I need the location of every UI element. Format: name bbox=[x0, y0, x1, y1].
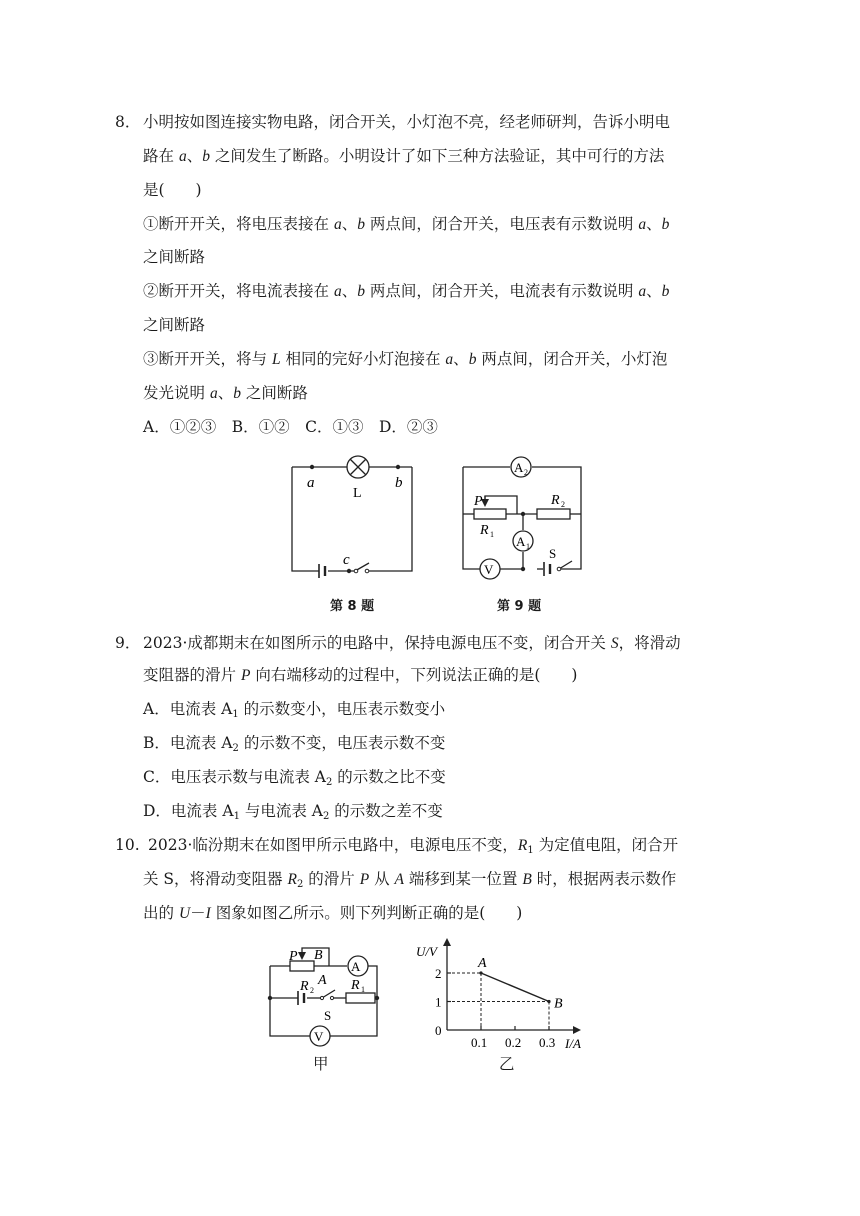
y-axis-label: U/V bbox=[416, 944, 437, 959]
label-R2-sub: 2 bbox=[561, 500, 565, 509]
figure-9-caption: 第 9 题 bbox=[497, 599, 542, 614]
q8-stem-line2: 路在 a、b 之间发生了断路。小明设计了如下三种方法验证，其中可行的方法 bbox=[143, 147, 665, 165]
x-tick-label: 0.2 bbox=[505, 1035, 522, 1050]
meter-V-label: V bbox=[484, 562, 494, 577]
q10-number: 10. bbox=[115, 836, 140, 854]
q8-method1-line1: ①断开开关，将电压表接在 a、b 两点间，闭合开关，电压表有示数说明 a、b bbox=[143, 215, 670, 233]
q9-stem-line1: 2023·成都期末在如图所示的电路中，保持电源电压不变，闭合开关 S，将滑动 bbox=[143, 634, 681, 652]
q9-number: 9． bbox=[115, 634, 141, 652]
point-label-B: B bbox=[554, 996, 563, 1012]
data-point bbox=[547, 1000, 550, 1003]
label-b: b bbox=[395, 475, 403, 491]
meter-V-label-10: V bbox=[314, 1029, 324, 1044]
q8-method2-line1: ②断开开关，将电流表接在 a、b 两点间，闭合开关，电流表有示数说明 a、b bbox=[143, 282, 670, 300]
y-tick-label: 2 bbox=[435, 966, 442, 981]
x-axis-label: I/A bbox=[565, 1036, 581, 1051]
q8-method2-line2: 之间断路 bbox=[143, 316, 206, 334]
q9-stem-line2: 变阻器的滑片 P 向右端移动的过程中，下列说法正确的是( ) bbox=[143, 666, 578, 684]
point-label-A: A bbox=[478, 956, 487, 971]
q8-method3-line2: 发光说明 a、b 之间断路 bbox=[143, 384, 308, 402]
meter-A1-label: A bbox=[516, 534, 526, 549]
label-R1-sub-10: 1 bbox=[361, 985, 365, 994]
q9-option-B: B．电流表 $A_2$ 的示数不变，电压表示数不变 bbox=[143, 734, 446, 754]
q8-number: 8． bbox=[115, 113, 141, 131]
label-R1-sub: 1 bbox=[490, 530, 494, 539]
label-a: a bbox=[307, 475, 315, 491]
meter-A-label: A bbox=[351, 959, 361, 974]
q8-options: A．①②③ B．①② C．①③ D．②③ bbox=[143, 418, 438, 436]
figure-8-caption: 第 8 题 bbox=[330, 599, 375, 614]
label-R2-sub-10: 2 bbox=[310, 986, 314, 995]
label-R2: R bbox=[551, 493, 560, 508]
q9-option-A: A．电流表 $A_1$ 的示数变小，电压表示数变小 bbox=[143, 700, 446, 720]
q8-method1-line2: 之间断路 bbox=[143, 248, 206, 266]
label-lamp-L: L bbox=[353, 486, 362, 501]
data-point bbox=[479, 971, 482, 974]
label-S: S bbox=[549, 546, 557, 561]
label-R1-10: R bbox=[351, 978, 360, 993]
label-R1: R bbox=[480, 523, 489, 538]
series-line bbox=[481, 973, 549, 1002]
q9-option-C: C．电压表示数与电流表 $A_2$ 的示数之比不变 bbox=[143, 768, 446, 788]
label-A-end: A bbox=[318, 973, 327, 988]
meter-A2-sub: 2 bbox=[524, 468, 528, 477]
q10-stem-line1: 2023·临汾期末在如图甲所示电路中，电源电压不变，$R_1$ 为定值电阻，闭合开 bbox=[148, 836, 679, 856]
y-tick-label: 0 bbox=[435, 1023, 442, 1038]
label-B-end: B bbox=[314, 948, 323, 963]
figure-10b-chart bbox=[405, 932, 600, 1057]
x-tick-label: 0.3 bbox=[539, 1035, 556, 1050]
label-S-10: S bbox=[324, 1008, 332, 1023]
q10-stem-line3: 出的 U－I 图象如图乙所示。则下列判断正确的是( ) bbox=[143, 904, 523, 922]
label-P: P bbox=[474, 494, 483, 509]
y-tick-label: 1 bbox=[435, 994, 442, 1010]
figure-8-circuit bbox=[285, 455, 420, 580]
q10-stem-line2: 关 S，将滑动变阻器 $R_2$ 的滑片 P 从 A 端移到某一位置 B 时，根据两表示数作 bbox=[143, 870, 677, 890]
meter-A2-label: A bbox=[514, 460, 524, 475]
label-R2-10: R bbox=[300, 979, 309, 994]
q8-method3-line1: ③断开开关，将与 L 相同的完好小灯泡接在 a、b 两点间，闭合开关，小灯泡 bbox=[143, 350, 668, 368]
q8-stem-line3: 是( ) bbox=[143, 181, 202, 199]
q9-option-D: D．电流表 $A_1$ 与电流表 $A_2$ 的示数之差不变 bbox=[143, 802, 443, 822]
label-c: c bbox=[343, 552, 350, 568]
figure-10a-caption: 甲 bbox=[313, 1055, 329, 1073]
x-tick-label: 0.1 bbox=[471, 1035, 488, 1050]
figure-9-circuit bbox=[455, 452, 590, 582]
q8-stem-line1: 小明按如图连接实物电路，闭合开关，小灯泡不亮，经老师研判，告诉小明电 bbox=[143, 113, 671, 131]
label-P-10: P bbox=[289, 949, 298, 964]
figure-10a-circuit bbox=[262, 940, 387, 1052]
meter-A1-sub: 1 bbox=[526, 542, 530, 551]
figure-10b-caption: 乙 bbox=[499, 1055, 515, 1073]
